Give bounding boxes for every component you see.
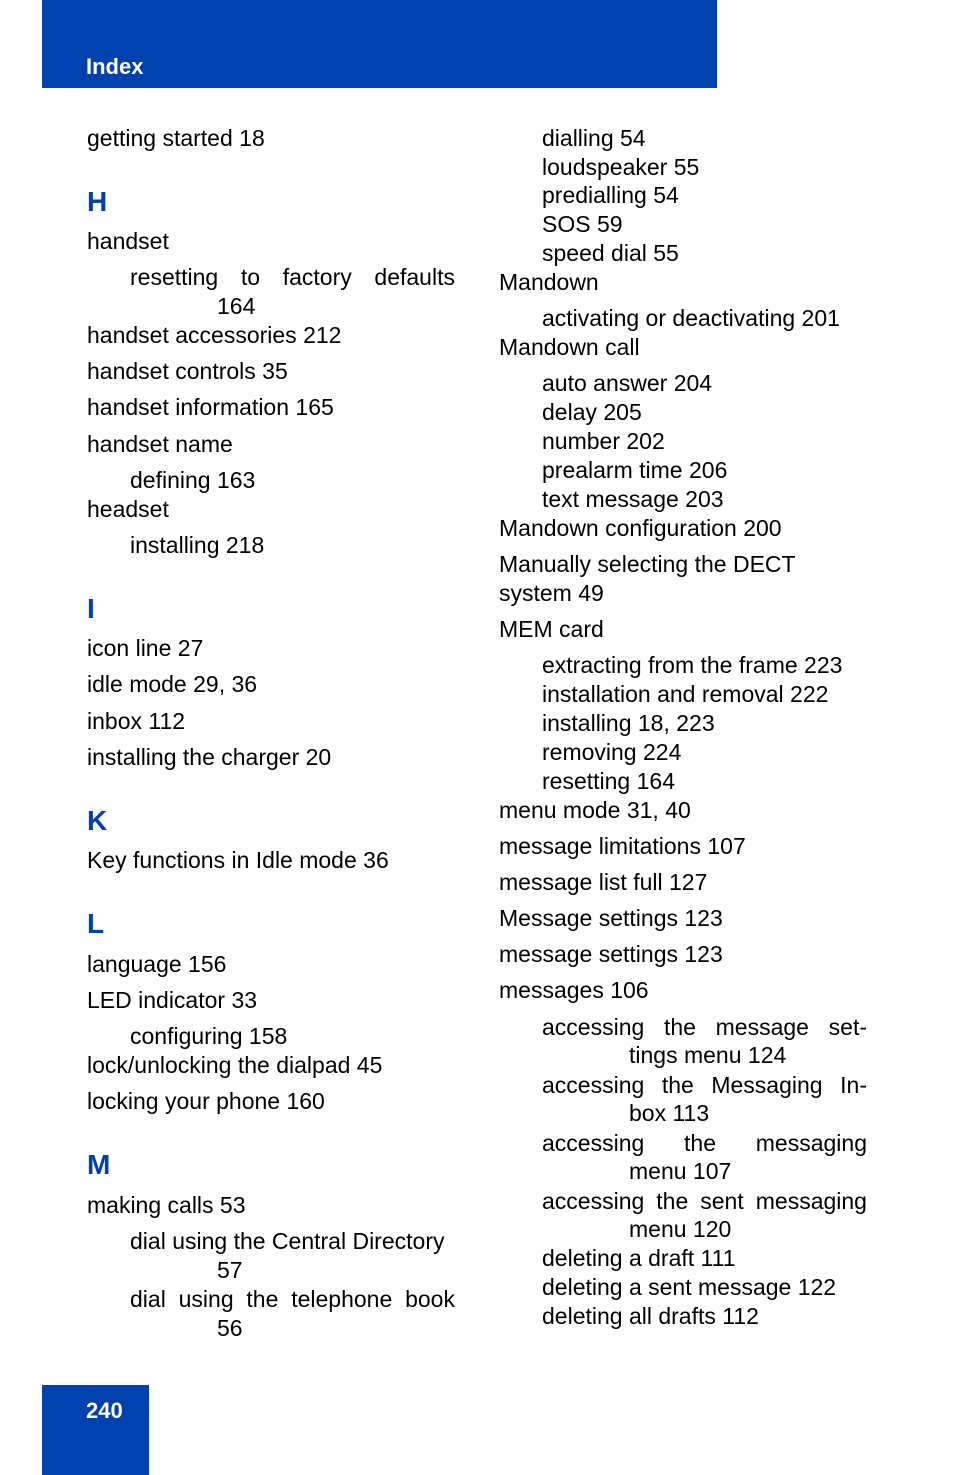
index-subentry: deleting a draft 111 xyxy=(542,1245,736,1271)
index-subentry: defining 163 xyxy=(130,467,256,493)
index-subentry: dial using the Central Directory xyxy=(130,1228,445,1254)
index-subentry-continued: menu 107 xyxy=(629,1158,732,1184)
word: message xyxy=(715,1014,809,1040)
index-entry: LED indicator 33 xyxy=(87,987,258,1013)
section-letter-h: H xyxy=(87,186,108,217)
index-entry: making calls 53 xyxy=(87,1192,246,1218)
index-subentry: installation and removal 222 xyxy=(542,681,829,707)
word: sent xyxy=(700,1188,744,1214)
index-entry: messages 106 xyxy=(499,977,649,1003)
word: resetting xyxy=(130,264,219,290)
page-number-box xyxy=(42,1385,149,1475)
index-subentry: predialling 54 xyxy=(542,182,679,208)
running-header-title: Index xyxy=(86,54,144,79)
word: accessing xyxy=(542,1014,645,1040)
word: set- xyxy=(828,1014,867,1040)
section-letter-l: L xyxy=(87,908,105,939)
index-entry: headset xyxy=(87,496,169,522)
page-number: 240 xyxy=(86,1398,123,1423)
index-entry: installing the charger 20 xyxy=(87,744,332,770)
index-entry: message settings 123 xyxy=(499,941,723,967)
word: accessing xyxy=(542,1072,645,1098)
word: the xyxy=(684,1130,717,1156)
index-subentry: removing 224 xyxy=(542,739,682,765)
index-entry: icon line 27 xyxy=(87,635,204,661)
index-subentry-continued: tings menu 124 xyxy=(629,1042,787,1068)
index-subentry-continued: box 113 xyxy=(629,1100,710,1126)
section-letter-k: K xyxy=(87,805,108,836)
index-entry: getting started 18 xyxy=(87,125,265,151)
index-subentry: installing 218 xyxy=(130,532,265,558)
section-letter-m: M xyxy=(87,1149,111,1180)
index-subentry: SOS 59 xyxy=(542,211,623,237)
word: accessing xyxy=(542,1188,645,1214)
index-entry: lock/unlocking the dialpad 45 xyxy=(87,1052,383,1078)
index-entry: handset accessories 212 xyxy=(87,322,342,348)
index-subentry xyxy=(542,1187,867,1215)
word: telephone xyxy=(291,1286,393,1312)
index-subentry: speed dial 55 xyxy=(542,240,679,266)
index-entry: inbox 112 xyxy=(87,708,186,734)
index-subentry: deleting all drafts 112 xyxy=(542,1303,759,1329)
word: In- xyxy=(840,1072,867,1098)
index-subentry: number 202 xyxy=(542,428,665,454)
index-page-ref: 57 xyxy=(217,1257,243,1283)
index-subentry: prealarm time 206 xyxy=(542,457,728,483)
word: Messaging xyxy=(711,1072,823,1098)
index-entry: message limitations 107 xyxy=(499,833,746,859)
word: the xyxy=(246,1286,279,1312)
index-subentry: loudspeaker 55 xyxy=(542,154,700,180)
index-subentry xyxy=(542,1013,867,1041)
index-entry: Mandown xyxy=(499,269,599,295)
index-entry: handset controls 35 xyxy=(87,358,288,384)
index-subentry: resetting 164 xyxy=(542,768,675,794)
index-entry: handset xyxy=(87,228,169,254)
word: defaults xyxy=(374,264,455,290)
word: factory xyxy=(282,264,352,290)
index-entry: idle mode 29, 36 xyxy=(87,671,258,697)
index-subentry: text message 203 xyxy=(542,486,724,512)
word: using xyxy=(178,1286,234,1312)
header-bar xyxy=(42,0,717,88)
index-subentry: installing 18, 223 xyxy=(542,710,715,736)
index-subentry: delay 205 xyxy=(542,399,642,425)
index-entry: Mandown configuration 200 xyxy=(499,515,782,541)
index-subentry: dialling 54 xyxy=(542,125,646,151)
index-entry-continued: system 49 xyxy=(499,580,604,606)
index-subentry: deleting a sent message 122 xyxy=(542,1274,837,1300)
index-subentry xyxy=(542,1071,867,1099)
index-subentry: configuring 158 xyxy=(130,1023,288,1049)
index-entry: handset information 165 xyxy=(87,394,334,420)
index-entry: language 156 xyxy=(87,951,227,977)
word: the xyxy=(661,1072,694,1098)
index-entry: menu mode 31, 40 xyxy=(499,797,691,823)
index-entry: Manually selecting the DECT xyxy=(499,551,796,577)
word: accessing xyxy=(542,1130,645,1156)
word: the xyxy=(663,1014,696,1040)
index-subentry xyxy=(130,263,455,291)
word: messaging xyxy=(755,1188,867,1214)
index-entry: handset name xyxy=(87,431,233,457)
index-entry: message list full 127 xyxy=(499,869,708,895)
index-subentry: activating or deactivating 201 xyxy=(542,305,840,331)
word: messaging xyxy=(755,1130,867,1156)
word: the xyxy=(656,1188,689,1214)
index-entry: Key functions in Idle mode 36 xyxy=(87,847,389,873)
index-subentry xyxy=(130,1285,455,1313)
index-subentry-continued: menu 120 xyxy=(629,1216,732,1242)
index-subentry xyxy=(542,1129,867,1157)
index-entry: Mandown call xyxy=(499,334,640,360)
word: book xyxy=(405,1286,455,1312)
index-entry: locking your phone 160 xyxy=(87,1088,325,1114)
section-letter-i: I xyxy=(87,593,95,624)
index-page-ref: 164 xyxy=(217,293,256,319)
index-subentry: extracting from the frame 223 xyxy=(542,652,843,678)
word: to xyxy=(240,264,261,290)
index-entry: MEM card xyxy=(499,616,604,642)
index-entry: Message settings 123 xyxy=(499,905,723,931)
word: dial xyxy=(130,1286,166,1312)
index-page-ref: 56 xyxy=(217,1315,243,1341)
index-subentry: auto answer 204 xyxy=(542,370,713,396)
